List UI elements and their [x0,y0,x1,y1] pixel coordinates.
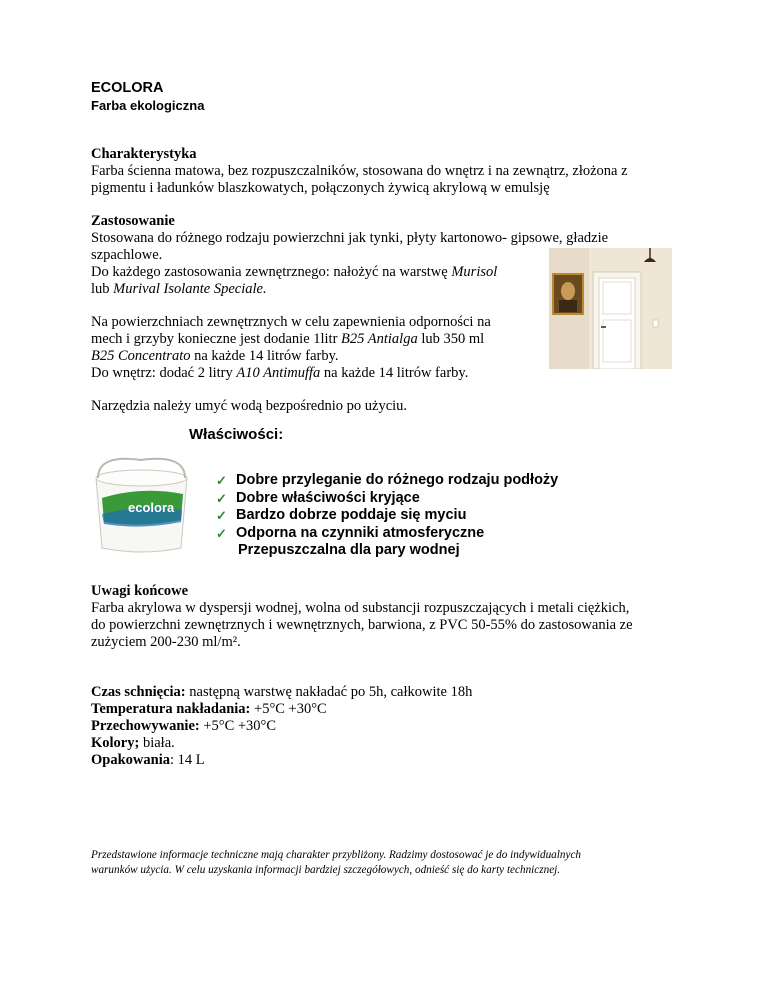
paint-bucket-photo [88,456,195,556]
characteristics-line-1: Farba ścienna matowa, bez rozpuszczalników, stosowana do wnętrz i na zewnątrz, złożona z [91,163,628,179]
room-photo [549,248,672,369]
brand-subtitle: Farba ekologiczna [91,98,205,113]
outdoor-line-1: Na powierzchniach zewnętrznych w celu zapewnienia odporności na [91,314,491,330]
checkmark-icon: ✓ [216,525,227,541]
product-murisol: Murisol [451,264,498,280]
indoor-line [91,365,468,382]
spec-value: następną warstwę nakładać po 5h, całkowite 18h [185,684,473,700]
final-notes-title: Uwagi końcowe [91,583,189,599]
property-item [216,472,558,490]
bucket-illustration [88,456,195,556]
properties-list [216,472,558,560]
spec-value: +5°C +30°C [250,701,327,717]
spec-application-temp [91,701,327,718]
property-text: Odporna na czynniki atmosferyczne [236,524,485,541]
application-line-1: Stosowana do różnego rodzaju powierzchni jak tynki, płyty kartonowo- gipsowe, gładzie [91,230,609,246]
property-text: Dobre właściwości kryjące [236,489,420,506]
spec-label: Opakowania [91,752,170,768]
characteristics-line-2: pigmentu i ładunków blaszkowatych, połączonych żywicą akrylową w emulsję [91,180,550,196]
application-line-4-text: lub [91,281,114,297]
application-line-2: szpachlowe. [91,247,163,263]
property-item [216,490,558,508]
product-b25-antialga: B25 Antialga [341,331,418,347]
product-murival: Murival Isolante Speciale. [113,281,267,297]
outdoor-line-3 [91,348,339,365]
spec-storage [91,718,276,735]
application-line-4 [91,281,267,298]
disclaimer-line-1: Przedstawione informacje techniczne mają charakter przybliżony. Radzimy dostosować je do indywidualnych [91,849,582,861]
spec-packaging [91,752,205,769]
outdoor-line-3-text: na każde 14 litrów farby. [190,348,339,364]
characteristics-title: Charakterystyka [91,146,197,162]
spec-value: +5°C +30°C [199,718,277,734]
properties-title: Właściwości: [189,426,284,443]
tools-line: Narzędzia należy umyć wodą bezpośrednio po użyciu. [91,398,408,414]
property-text: Przepuszczalna dla pary wodnej [238,542,460,558]
bucket-label: ecolora [128,500,175,515]
outdoor-line-2-suffix: lub 350 ml [417,331,485,347]
application-line-3-text: Do każdego zastosowania zewnętrznego: nałożyć na warstwę [91,264,452,280]
property-item [216,525,558,543]
indoor-line-text: Do wnętrz: dodać 2 litry [91,365,237,381]
product-a10-antimuffa: A10 Antimuffa [236,365,321,381]
indoor-line-suffix: na każde 14 litrów farby. [320,365,469,381]
spec-label: Przechowywanie: [91,718,200,734]
checkmark-icon: ✓ [216,473,227,488]
product-b25-concentrato: B25 Concentrato [91,348,191,364]
final-notes-line-2: do powierzchni zewnętrznych i wewnętrznych, barwiona, z PVC 50-55% do zastosowania ze [91,617,633,633]
spec-label: Kolory; [91,735,140,751]
final-notes-line-3: zużyciem 200-230 ml/m². [91,634,241,650]
spec-label: Czas schnięcia: [91,684,186,700]
property-text: Bardzo dobrze poddaje się myciu [236,507,467,523]
room-illustration [549,248,672,369]
spec-drying-time [91,684,472,701]
application-title: Zastosowanie [91,213,175,229]
application-line-3 [91,264,497,281]
property-text: Dobre przyleganie do różnego rodzaju podłoży [236,472,559,488]
spec-label: Temperatura nakładania: [91,701,251,717]
spec-value: : 14 L [169,752,205,768]
checkmark-icon: ✓ [216,490,227,506]
spec-value: biała. [139,735,175,751]
final-notes-line-1: Farba akrylowa w dyspersji wodnej, wolna od substancji rozpuszczających i metali ciężkich, [91,600,630,616]
property-item [216,507,558,525]
disclaimer [91,848,691,878]
spec-colors [91,735,175,752]
outdoor-line-2 [91,331,484,348]
brand-title: ECOLORA [91,80,164,96]
property-item [216,542,558,560]
disclaimer-line-2: warunków użycia. W celu uzyskania informacji bardziej szczegółowych, odnieść się do karty technicznej. [91,864,561,876]
outdoor-line-2-text: mech i grzyby konieczne jest dodanie 1litr [91,331,342,347]
checkmark-icon: ✓ [216,508,227,523]
